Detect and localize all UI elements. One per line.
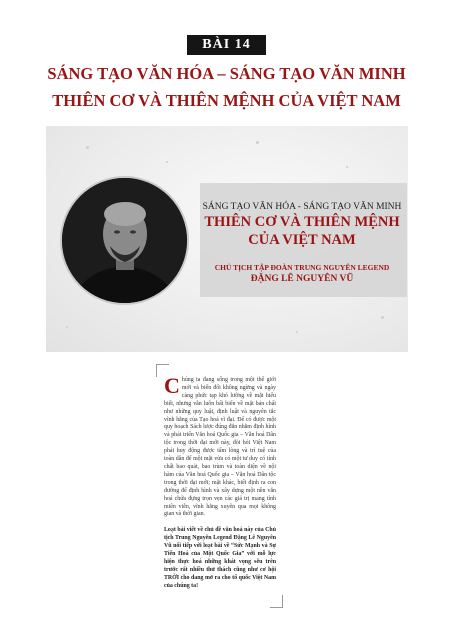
drop-cap: C (164, 373, 180, 398)
portrait-photo (60, 176, 189, 305)
banner-role: CHỦ TỊCH TẬP ĐOÀN TRUNG NGUYÊN LEGEND (214, 263, 390, 272)
page-title-line1: SÁNG TẠO VĂN HÓA – SÁNG TẠO VĂN MINH (47, 64, 406, 83)
banner-name: ĐẶNG LÊ NGUYÊN VŨ (250, 274, 354, 284)
article-body (164, 373, 276, 591)
banner-line2: THIÊN CƠ VÀ THIÊN MỆNH (204, 214, 400, 230)
article-paragraph: húng ta đang sống trong một thế giới mới và biến đổi không ngừng và ngày càng phức tạp khó lường về mặt hiểu biết, nhưng vẫn luôn bất biến về mặt bản chất như những quy luật, định luật và nguyên tắc vĩnh hằng của Tạo hoá vĩ đại. Để có được một quy hoạch Sách lược đúng đắn nhằm định hình và phát triển Văn hoá Quốc gia – Văn hoá Dân tộc trong thời đại mới này, đòi hỏi Việt Nam phải huy động được tấm lòng và trí tuệ của toàn dân để một mặt vừa có một tư duy có tính chất bao quát, bao trùm và toàn diện về nội hàm của Văn hoá Quốc gia – Văn hoá Dân tộc trong thời đại mới; mặt khác, biết định ra con đường để định hình và xây dựng một nền văn hoá chứa đựng trọn vẹn các giá trị mang tính miên viễn, vĩnh hằng xuyên qua mọi không gian và thời gian. (164, 377, 276, 518)
lesson-badge: BÀI 14 (187, 35, 266, 55)
article-intro: Loạt bài viết về chủ đề văn hoá này của Chủ tịch Trung Nguyên Legend Đặng Lê Nguyên Vũ nối tiếp với loạt bài về “Sức Mạnh và Sự Tiến Hoá của Một Quốc Gia” với mỗ lực hiện thực hoá những khát vọng sẽu trên trước rất nhiều thử thách cũng như cơ hội TRỜI cho đang mở ra cho tổ quốc Việt Nam của chúng ta! (164, 527, 276, 589)
page-title-line2: THIÊN CƠ VÀ THIÊN MỆNH CỦA VIỆT NAM (52, 91, 401, 110)
article-frame-bottom-right (270, 595, 283, 608)
banner-line1: SÁNG TẠO VĂN HÓA - SÁNG TẠO VĂN MINH (202, 202, 402, 212)
banner-line3: CỦA VIỆT NAM (248, 232, 356, 248)
header-banner (46, 126, 408, 352)
